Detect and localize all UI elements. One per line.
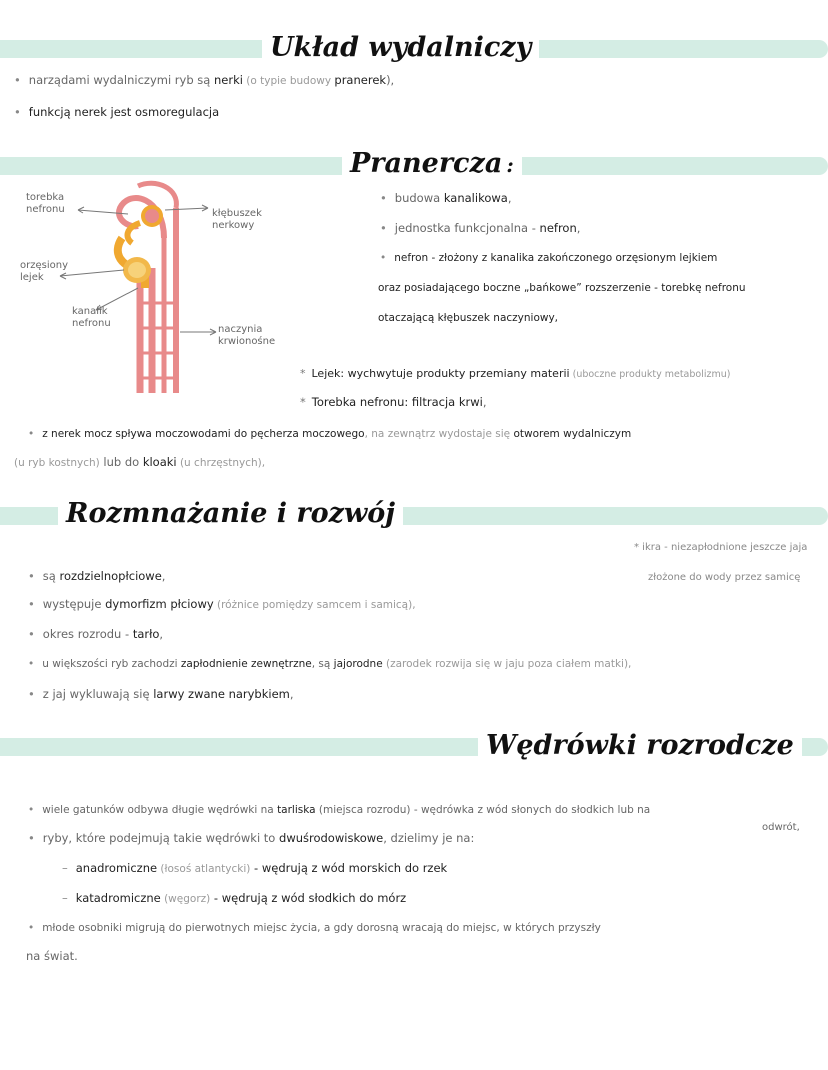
star-item [300,366,730,383]
text: , [576,221,581,235]
text-bold: z nerek mocz spływa moczowodami do pęcherza moczowego [42,428,365,440]
text: ryby, które podejmują takie wędrówki to [42,831,280,845]
text-bold: tarło [132,627,160,641]
label-klebuszek-nerkowy: kłębuszek nerkowy [212,208,262,231]
bullet: • [380,221,387,235]
text: , dzielimy je na: [383,831,475,845]
text-soft: (węgorz) [160,893,211,905]
text-soft: (uboczne produkty metabolizmu) [569,369,731,380]
text-bold: kanalikowa [443,191,508,205]
bullet: • [28,627,35,641]
bullet: • [28,804,35,816]
dash-marker: – [62,891,68,905]
section-title-wedrowki: Wędrówki rozrodcze [478,730,802,762]
text: , [159,627,164,641]
label-naczynia-krwionosne: naczynia krwionośne [218,324,276,347]
kidney-nephron-diagram [20,178,280,398]
bullet: • [28,687,35,701]
list-item-tail: odwrót, [762,822,800,833]
bullet: • [28,922,35,934]
text-bold: funkcją nerek jest osmoregulacja [28,105,220,119]
text-bold: dymorfizm płciowy [105,597,214,611]
section-title-pranercza [342,148,522,181]
text-bold: nerki [213,73,243,87]
list-item [28,596,416,613]
star-item [300,394,487,410]
text-soft: (różnice pomiędzy samcem i samicą), [213,599,416,611]
list-item [380,250,717,266]
text-soft: (u ryb kostnych) [14,457,100,469]
text-bold: katadromiczne [75,891,161,905]
text: , [507,191,512,205]
star-marker: * [300,395,306,409]
text-soft: (zarodek rozwija się w jaju poza ciałem matki), [382,658,632,670]
text: oraz posiadającego boczne „bańkowe” rozszerzenie - torebkę nefronu [378,282,746,294]
section-title-rozmnazanie: Rozmnażanie i rozwój [58,498,403,530]
text-bold: Lejek: wychwytuje produkty przemiany materii [311,367,570,380]
text: , [161,569,166,583]
text: - wędrują z wód morskich do rzek [250,861,448,875]
text-bold: rozdzielnopłciowe [59,569,162,583]
label-orzesiony-lejek: orzęsiony lejek [20,260,68,283]
text-bold: otworem wydalniczym [513,428,632,440]
text-soft: (u chrzęstnych), [176,457,266,469]
list-item [380,190,511,206]
text-bold: nefron [539,221,577,235]
text-bold: larwy zwane narybkiem [153,687,290,701]
text-bold: kloaki [142,455,177,469]
list-item-continuation [378,310,558,326]
text: występuje [42,597,106,611]
text-bold: zapłodnienie zewnętrzne [180,658,312,670]
bullet: • [28,569,35,583]
text: okres rozrodu - [42,627,133,641]
list-item-continuation: na świat. [26,949,78,963]
bullet: • [380,252,387,264]
list-item [28,426,631,442]
text: (miejsca rozrodu) - wędrówka z wód słonych do słodkich lub na [315,804,651,816]
bullet: • [380,191,387,205]
list-item [28,920,601,936]
text: narządami wydalniczymi ryb są [28,73,214,87]
list-item [28,656,631,672]
note-ikra-line1: * ikra - niezapłodnione jeszcze jaja [634,542,808,553]
text-bold: pranerek [334,73,387,87]
list-item [14,104,219,120]
list-item [14,72,394,89]
label-kanalik-nefronu: kanalik nefronu [72,306,111,329]
text-bold: jajorodne [333,658,383,670]
text: , są [311,658,334,670]
text-bold: anadromiczne [75,861,158,875]
bullet: • [14,73,21,87]
text: - wędrują z wód słodkich do mórz [210,891,407,905]
text: ), [386,73,395,87]
text-soft: , na zewnątrz wydostaje się [364,428,514,440]
text-soft: (o typie budowy [242,75,335,87]
text-bold: dwuśrodowiskowe [279,831,384,845]
bullet: • [28,428,35,440]
star-marker: * [300,367,306,380]
title-suffix: : [506,153,514,177]
text-bold: tarliska [277,804,316,816]
title-text: Pranercza [350,148,503,179]
text: wiele gatunków odbywa długie wędrówki na [42,804,278,816]
sub-list-item [62,860,447,877]
list-item-continuation [14,454,265,471]
section-title-uklad-wydalniczy: Układ wydalniczy [262,32,539,64]
text: z jaj wykluwają się [42,687,154,701]
text-soft: (łosoś atlantycki) [157,863,251,875]
list-item [380,220,580,236]
label-torebka-nefronu: torebka nefronu [26,192,65,215]
text: otaczającą kłębuszek naczyniowy, [378,312,559,324]
text: budowa [394,191,444,205]
dash-marker: – [62,861,68,875]
bullet: • [28,831,35,845]
list-item [28,802,650,818]
text: są [42,569,60,583]
bullet: • [14,105,21,119]
list-item [28,830,474,846]
text: lub do [99,455,143,469]
list-item [28,686,294,702]
text: u większości ryb zachodzi [42,658,181,670]
text: , [289,687,294,701]
list-item [28,568,165,584]
text: , [482,395,487,409]
text: jednostka funkcjonalna - [394,221,540,235]
sub-list-item [62,890,406,907]
text: nefron - złożony z kanalika zakończonego orzęsionym lejkiem [394,252,718,264]
bullet: • [28,658,35,670]
note-ikra-line2: złożone do wody przez samicę [648,572,801,583]
list-item [28,626,163,642]
text: młode osobniki migrują do pierwotnych miejsc życia, a gdy dorosną wracają do miejsc, w których przyszły [42,922,601,934]
list-item-continuation [378,280,746,296]
text-bold: Torebka nefronu: filtracja krwi [311,395,483,409]
bullet: • [28,597,35,611]
